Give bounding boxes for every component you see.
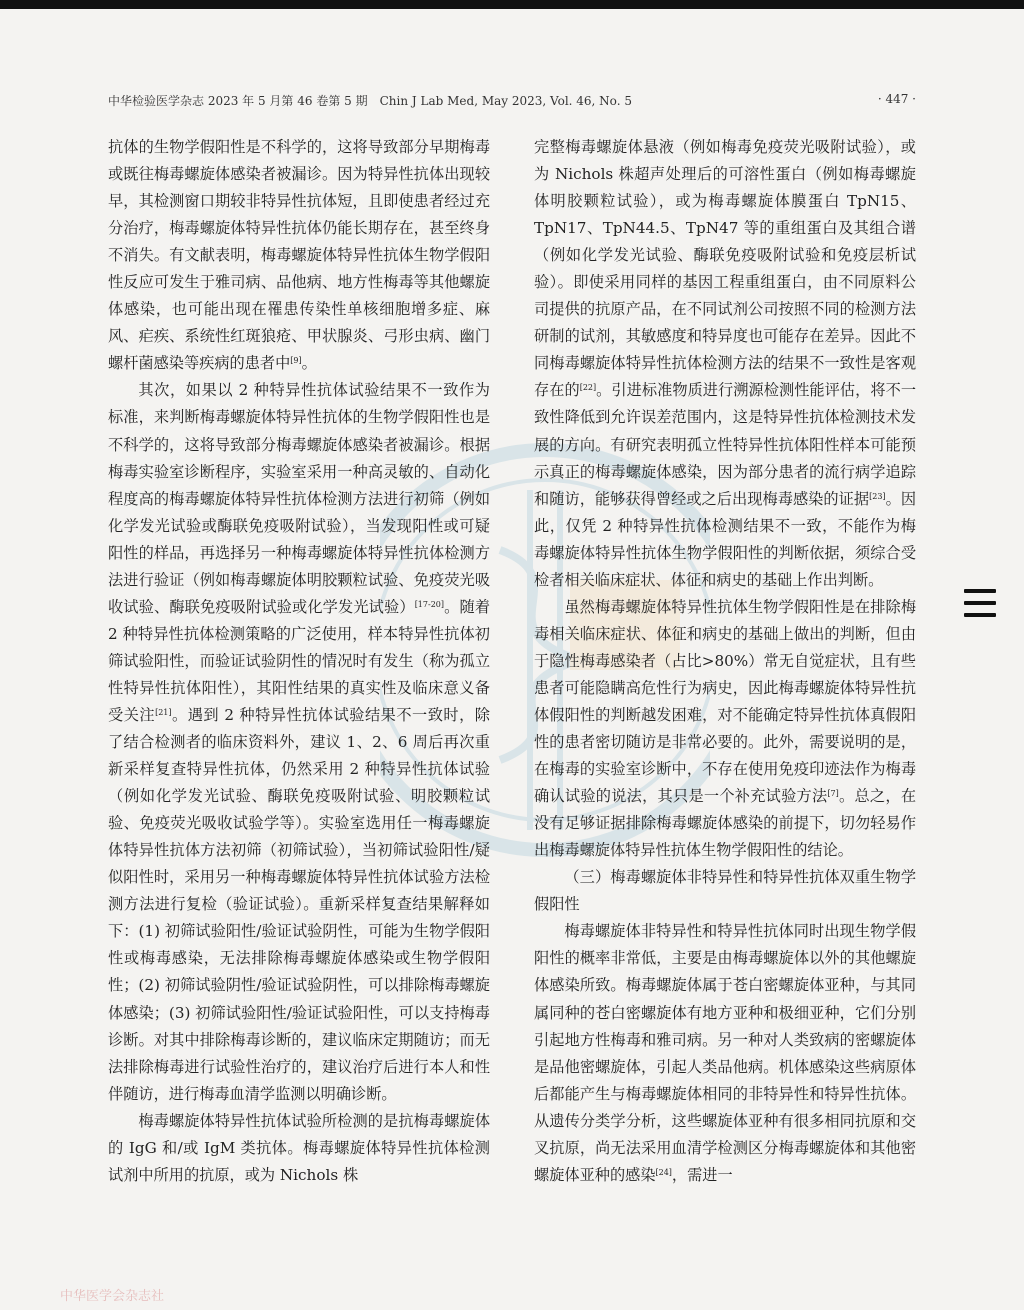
paragraph-text: 。引进标准物质进行溯源检测性能评估，将不一致性降低到允许误差范围内，这是特异性抗体检测技术发展的方向。有研究表明孤立性特异性抗体阳性样本可能预示真正的梅毒螺旋体感染，因为部分患者的流行病学追踪和随访，能够获得曾经或之后出现梅毒感染的证据 bbox=[534, 381, 917, 508]
citation-ref: [9] bbox=[290, 356, 302, 366]
paragraph-text: 其次，如果以 2 种特异性抗体试验结果不一致作为标准，来判断梅毒螺旋体特异性抗体的生物学假阳性也是不科学的，这将导致部分梅毒螺旋体感染者被漏诊。根据梅毒实验室诊断程序，实验室采用一种高灵敏的、自动化程度高的梅毒螺旋体特异性抗体检测方法进行初筛（例如化学发光试验或酶联免疫吸附试验），当发现阳性或可疑阳性的样品，再选择另一种梅毒螺旋体特异性抗体检测方法进行验证（例如梅毒螺旋体明胶颗粒试验、免疫荧光吸收试验、酶联免疫吸附试验或化学发光试验） bbox=[108, 381, 490, 616]
menu-icon[interactable] bbox=[962, 585, 998, 621]
paragraph-text: 梅毒螺旋体非特异性和特异性抗体同时出现生物学假阳性的概率非常低，主要是由梅毒螺旋体以外的其他螺旋体感染所致。梅毒螺旋体属于苍白密螺旋体亚种，与其同属同种的苍白密螺旋体有地方亚种和极细亚种，它们分别引起地方性梅毒和雅司病。另一种对人类致病的密螺旋体是品他密螺旋体，引起人类品他病。机体感染这些病原体后都能产生与梅毒螺旋体相同的非特异性和特异性抗体。从遗传分类学分析，这些螺旋体亚种有很多相同抗原和交叉抗原，尚无法采用血清学检测区分梅毒螺旋体和其他密螺旋体亚种的感染 bbox=[534, 922, 916, 1184]
top-bar bbox=[0, 0, 1024, 9]
citation-ref: [21] bbox=[155, 707, 172, 717]
citation-ref: [24] bbox=[655, 1167, 672, 1177]
citation-ref: [22] bbox=[579, 383, 597, 393]
paragraph bbox=[108, 1108, 490, 1189]
paragraph-text: 。遇到 2 种特异性抗体试验结果不一致时，除了结合检测者的临床资料外，建议 1、2、6 周后再次重新采样复查特异性抗体，仍然采用 2 种特异性抗体试验（例如化学发光试验、酶联免疫吸附试验、明胶颗粒试验、免疫荧光吸收试验学等）。实验室选用任一梅毒螺旋体特异性抗体方法初筛（初筛试验），当初筛试验阳性/疑似阳性时，采用另一种梅毒螺旋体特异性抗体试验方法检测方法进行复检（验证试验）。重新采样复查结果解释如下：(1) 初筛试验阳性/验证试验阴性，可能为生物学假阳性或梅毒感染，无法排除梅毒螺旋体感染或生物学假阳性；(2) 初筛试验阴性/验证试验阴性，可以排除梅毒螺旋体感染；(3) 初筛试验阳性/验证试验阳性，可以支持梅毒诊断。对其中排除梅毒诊断的，建议临床定期随访；而无法排除梅毒进行试验性治疗的，建议治疗后进行本人和性伴随访，进行梅毒血清学监测以明确诊断。 bbox=[108, 705, 490, 1103]
running-header bbox=[108, 92, 916, 112]
paragraph bbox=[108, 134, 490, 377]
citation-ref: [7] bbox=[827, 789, 839, 799]
right-column bbox=[534, 134, 916, 1189]
paragraph-text: 。 bbox=[301, 354, 317, 373]
paragraph-text: 完整梅毒螺旋体悬液（例如梅毒免疫荧光吸附试验），或为 Nichols 株超声处理后的可溶性蛋白（例如梅毒螺旋体明胶颗粒试验），或为梅毒螺旋体膜蛋白 TpN15、TpN17、TpN44.5、TpN47 等的重组蛋白及其组合谱（例如化学发光试验、酶联免疫吸附试验和免疫层析试验）。即使采用同样的基因工程重组蛋白，由不同原料公司提供的抗原产品，在不同试剂公司按照不同的检测方法研制的试剂，其敏感度和特异度也可能存在差异。因此不同梅毒螺旋体特异性抗体检测方法的结果不一致性是客观存在的 bbox=[534, 138, 916, 400]
paragraph-text: 抗体的生物学假阳性是不科学的，这将导致部分早期梅毒或既往梅毒螺旋体感染者被漏诊。因为特异性抗体出现较早，其检测窗口期较非特异性抗体短，且即使患者经过充分治疗，梅毒螺旋体特异性抗体仍能长期存在，甚至终身不消失。有文献表明，梅毒螺旋体特异性抗体生物学假阳性反应可发生于雅司病、品他病、地方性梅毒等其他螺旋体感染，也可能出现在罹患传染性单核细胞增多症、麻风、疟疾、系统性红斑狼疮、甲状腺炎、弓形虫病、幽门螺杆菌感染等疾病的患者中 bbox=[108, 138, 490, 373]
paragraph bbox=[534, 594, 916, 864]
paragraph bbox=[534, 918, 916, 1188]
left-column bbox=[108, 134, 490, 1189]
citation-ref: [23] bbox=[869, 491, 886, 501]
paragraph bbox=[534, 134, 916, 594]
paragraph-text: 虽然梅毒螺旋体特异性抗体生物学假阳性是在排除梅毒相关临床症状、体征和病史的基础上做出的判断，但由于隐性梅毒感染者（占比>80%）常无自觉症状，且有些患者可能隐瞒高危性行为病史，因此梅毒螺旋体特异性抗体假阳性的判断越发困难，对不能确定特异性抗体真假阳性的患者密切随访是非常必要的。此外，需要说明的是，在梅毒的实验室诊断中，不存在使用免疫印迹法作为梅毒确认试验的说法，其只是一个补充试验方法 bbox=[534, 597, 916, 806]
page-number: · 447 · bbox=[877, 92, 916, 106]
citation-ref: [17-20] bbox=[414, 599, 444, 609]
footer-publisher-logo: 中华医学会杂志社 bbox=[60, 1289, 165, 1304]
paragraph-text: 梅毒螺旋体特异性抗体试验所检测的是抗梅毒螺旋体的 IgG 和/或 IgM 类抗体。梅毒螺旋体特异性抗体检测试剂中所用的抗原，或为 Nichols 株 bbox=[108, 1111, 490, 1184]
paragraph-text: （三）梅毒螺旋体非特异性和特异性抗体双重生物学假阳性 bbox=[534, 868, 916, 914]
paragraph bbox=[108, 377, 490, 1107]
paragraph bbox=[534, 864, 916, 918]
paragraph-text: 。随着 2 种特异性抗体检测策略的广泛使用，样本特异性抗体初筛试验阳性，而验证试验阴性的情况时有发生（称为孤立性特异性抗体阳性），其阳性结果的真实性及临床意义备受关注 bbox=[108, 597, 491, 724]
paragraph-text: 。因此，仅凭 2 种特异性抗体检测结果不一致，不能作为梅毒螺旋体特异性抗体生物学假阳性的判断依据，须综合受检者相关临床症状、体征和病史的基础上作出判断。 bbox=[534, 489, 917, 589]
paragraph-text: 。总之，在没有足够证据排除梅毒螺旋体感染的前提下，切勿轻易作出梅毒螺旋体特异性抗体生物学假阳性的结论。 bbox=[534, 787, 917, 860]
paragraph-text: ，需进一 bbox=[671, 1165, 733, 1184]
journal-citation: 中华检验医学杂志 2023 年 5 月第 46 卷第 5 期 Chin J Lab Med, May 2023, Vol. 46, No. 5 bbox=[108, 94, 632, 108]
